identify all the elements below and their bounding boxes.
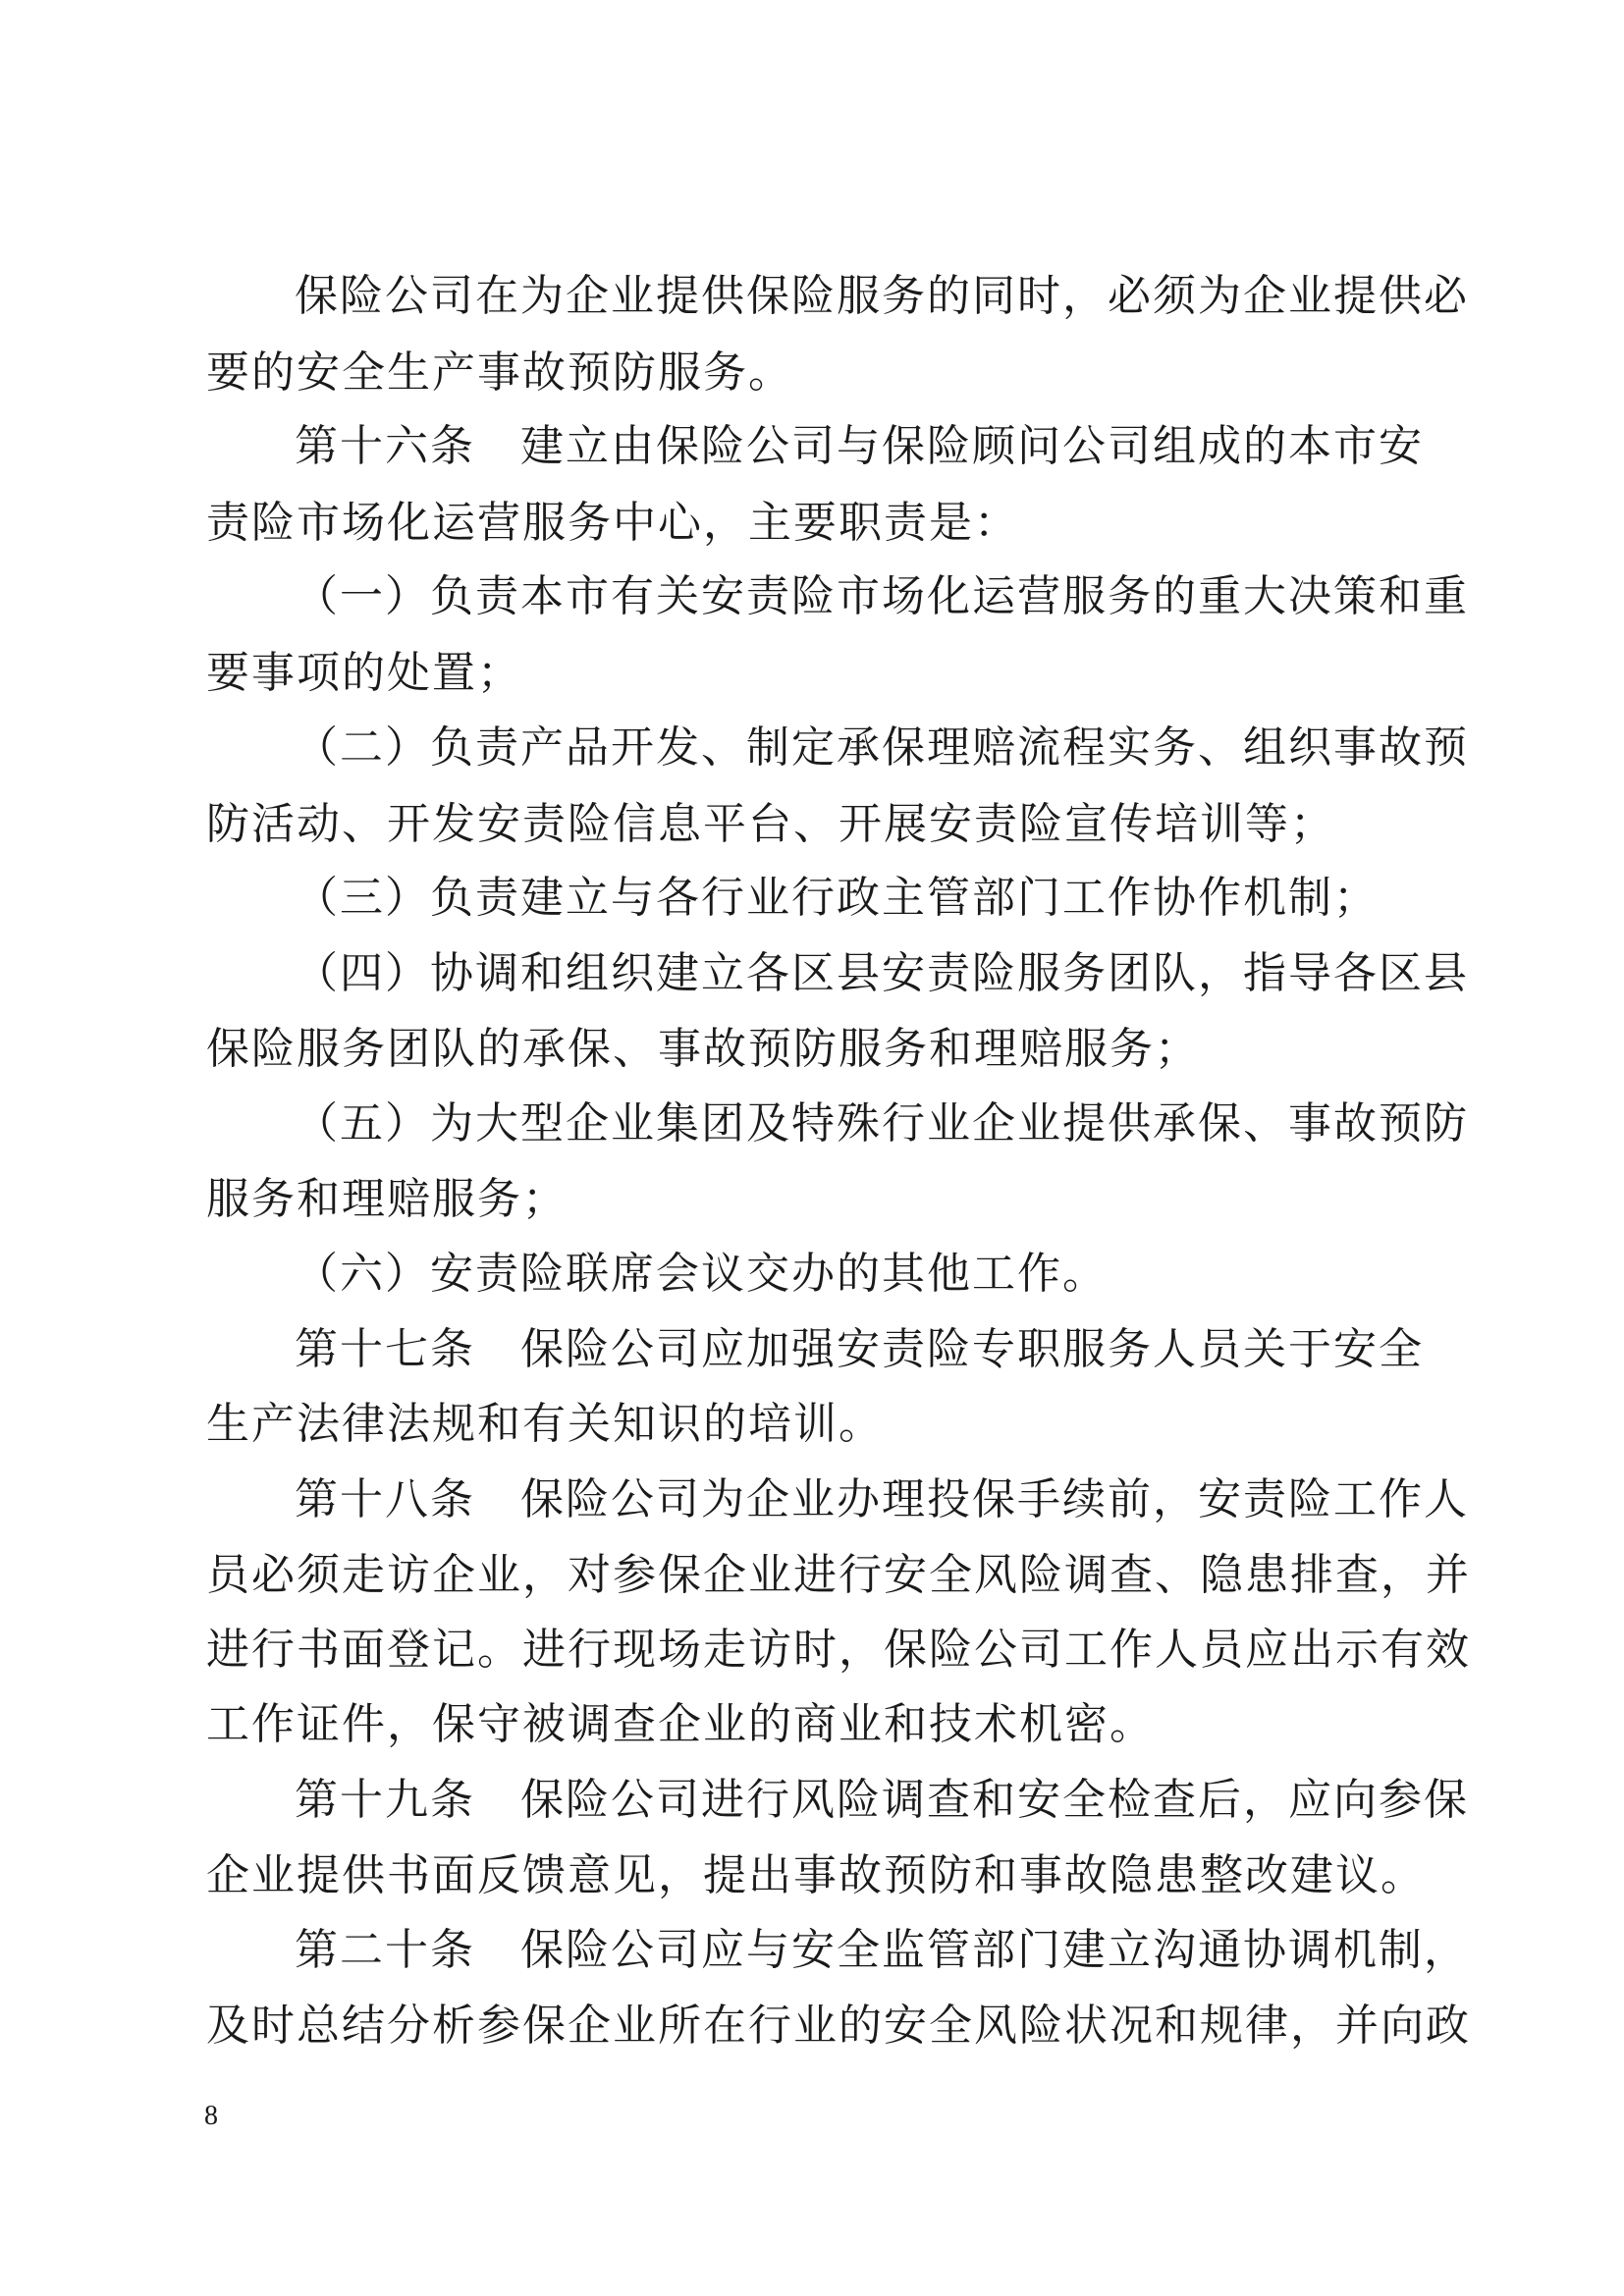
page-number: 8 (204, 2101, 218, 2131)
text-line: （四）协调和组织建立各区县安责险服务团队，指导各区县 (295, 948, 1469, 998)
text-line: （一）负责本市有关安责险市场化运营服务的重大决策和重 (295, 571, 1469, 621)
text-line: 第二十条 保险公司应与安全监管部门建立沟通协调机制， (295, 1925, 1469, 1975)
text-line: 防活动、开发安责险信息平台、开展安责险宣传培训等； (206, 799, 1335, 849)
text-line: （三）负责建立与各行业行政主管部门工作协作机制； (295, 873, 1379, 923)
text-line: 第十九条 保险公司进行风险调查和安全检查后，应向参保 (295, 1775, 1469, 1825)
text-line: 工作证件，保守被调查企业的商业和技术机密。 (206, 1699, 1155, 1749)
text-line: （五）为大型企业集团及特殊行业企业提供承保、事故预防 (295, 1098, 1469, 1148)
text-line: 服务和理赔服务； (206, 1174, 568, 1224)
text-line: 保险公司在为企业提供保险服务的同时，必须为企业提供必 (295, 271, 1469, 321)
text-line: 要的安全生产事故预防服务。 (206, 347, 793, 398)
text-line: 及时总结分析参保企业所在行业的安全风险状况和规律，并向政 (206, 2001, 1471, 2051)
text-line: 责险市场化运营服务中心，主要职责是： (206, 498, 1019, 548)
text-line: 第十六条 建立由保险公司与保险顾问公司组成的本市安 (295, 421, 1424, 471)
text-line: 第十八条 保险公司为企业办理投保手续前，安责险工作人 (295, 1474, 1469, 1524)
text-line: 进行书面登记。进行现场走访时，保险公司工作人员应出示有效 (206, 1625, 1471, 1675)
text-line: 第十七条 保险公司应加强安责险专职服务人员关于安全 (295, 1324, 1424, 1374)
text-line: 要事项的处置； (206, 648, 522, 698)
text-line: 员必须走访企业，对参保企业进行安全风险调查、隐患排查，并 (206, 1550, 1471, 1600)
text-line: 企业提供书面反馈意见，提出事故预防和事故隐患整改建议。 (206, 1850, 1426, 1900)
text-line: （六）安责险联席会议交办的其他工作。 (295, 1249, 1108, 1299)
text-line: 保险服务团队的承保、事故预防服务和理赔服务； (206, 1024, 1200, 1074)
text-line: （二）负责产品开发、制定承保理赔流程实务、组织事故预 (295, 722, 1469, 773)
text-line: 生产法律法规和有关知识的培训。 (206, 1399, 884, 1449)
